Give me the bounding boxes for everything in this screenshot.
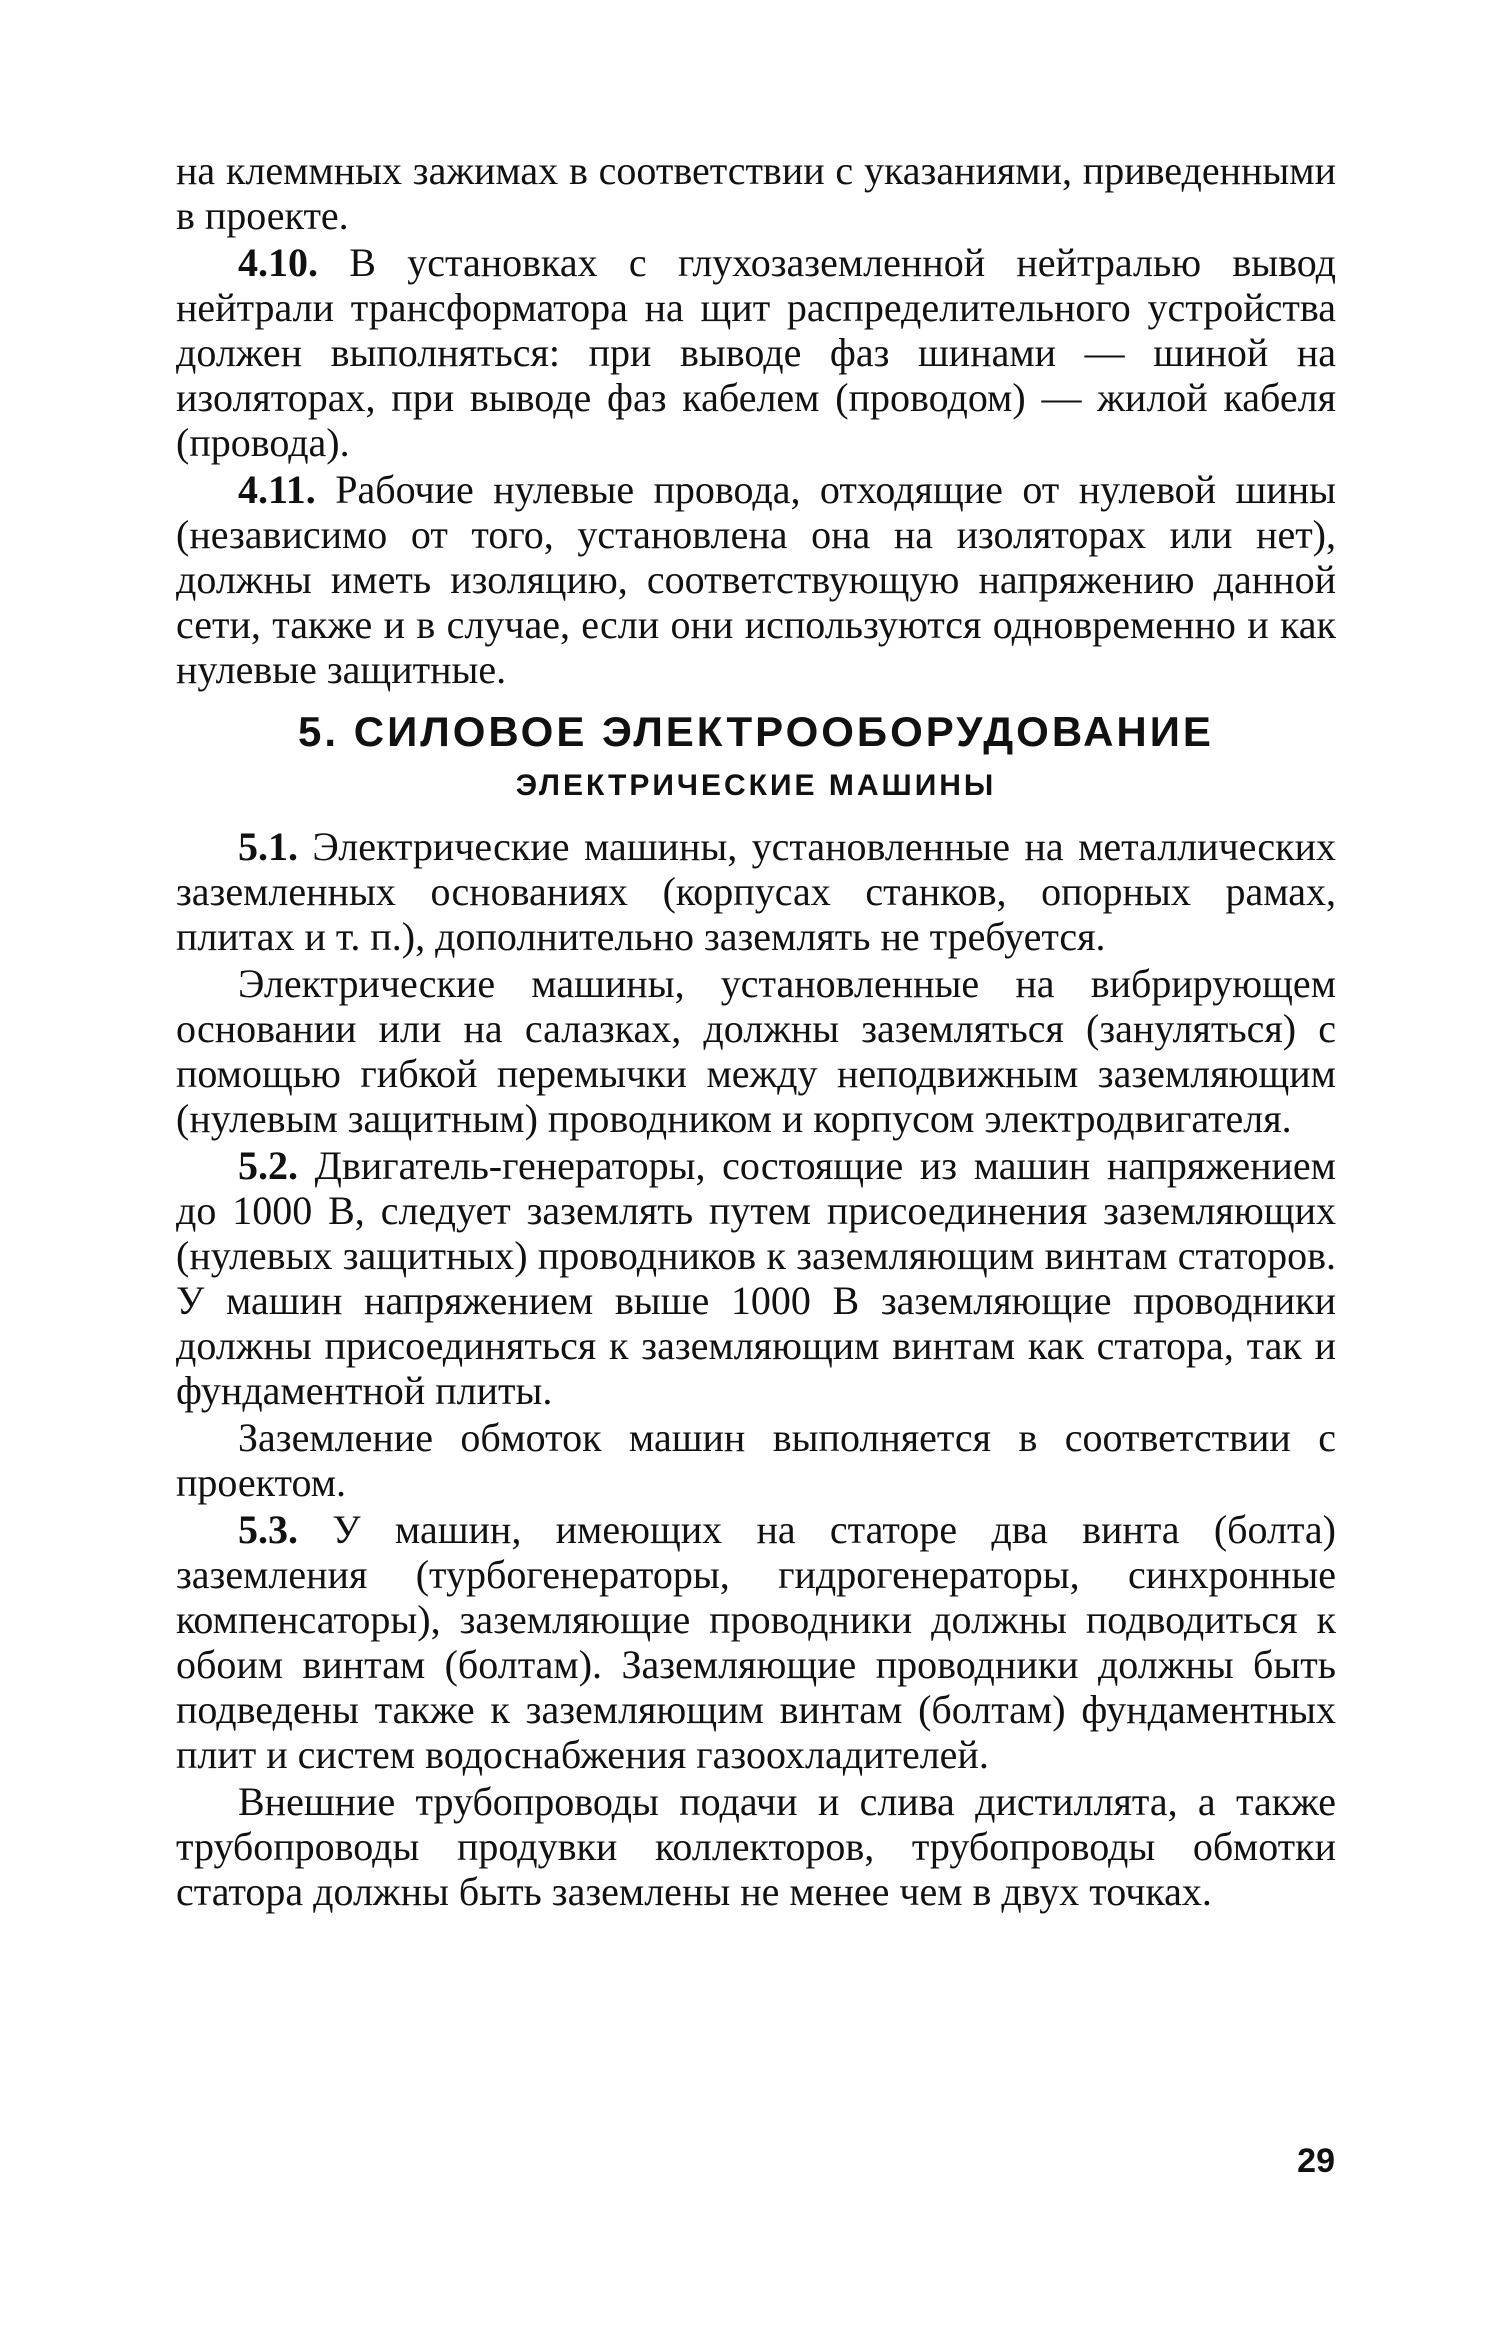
paragraph-text: на клеммных зажимах в соответствии с указаниями, приведенными в проекте. [176,148,1336,238]
paragraph-text: В установках с глухозаземленной нейтралью вывод нейтрали трансформатора на щит распределительного устройства должен выполняться: при выводе фаз шинами — шиной на изоляторах, при выводе фаз кабелем (проводом) — жилой кабеля (провода). [176,240,1336,465]
paragraph-5-1 [176,824,1336,959]
page-body [176,148,1336,1914]
paragraph-text: Внешние трубопроводы подачи и слива дистиллята, а также трубопроводы продувки коллекторов, трубопроводы обмотки статора должны быть заземлены не менее чем в двух точках. [176,1779,1336,1914]
paragraph-text: Рабочие нулевые провода, отходящие от нулевой шины (независимо от того, установлена она на изоляторах или нет), должны иметь изоляцию, соответствующую напряжению данной сети, также и в случае, если они используются одновременно и как нулевые защитные. [176,467,1336,692]
clause-number: 5.3. [238,1507,298,1552]
paragraph-text: У машин, имеющих на статоре два винта (болта) заземления (турбогенераторы, гидрогенераторы, синхронные компенсаторы), заземляющие проводники должны подводиться к обоим винтам (болтам). Заземляющие проводники должны быть подведены также к заземляющим винтам (болтам) фундаментных плит и систем водоснабжения газоохладителей. [176,1507,1336,1777]
paragraph-text: Заземление обмоток машин выполняется в соответствии с проектом. [176,1415,1336,1505]
paragraph-5-3 [176,1507,1336,1777]
paragraph-text: Электрические машины, установленные на вибрирующем основании или на салазках, должны заземляться (зануляться) с помощью гибкой перемычки между неподвижным заземляющим (нулевым защитным) проводником и корпусом электродвигателя. [176,961,1336,1141]
page-number: 29 [1297,2142,1335,2180]
paragraph-continuation [176,148,1336,238]
clause-number: 5.1. [238,824,298,869]
paragraph-text: Электрические машины, установленные на металлических заземленных основаниях (корпусах станков, опорных рамах, плитах и т. п.), дополнительно заземлять не требуется. [176,824,1336,959]
clause-number: 4.11. [238,467,316,512]
paragraph-vibrating-base [176,961,1336,1141]
paragraph-4-11 [176,467,1336,692]
section-subtitle: ЭЛЕКТРИЧЕСКИЕ МАШИНЫ [515,769,997,802]
paragraph-windings [176,1415,1336,1505]
clause-number: 5.2. [238,1143,298,1188]
clause-number: 4.10. [238,240,318,285]
paragraph-pipelines [176,1779,1336,1914]
paragraph-4-10 [176,240,1336,465]
section-title: 5. СИЛОВОЕ ЭЛЕКТРООБОРУДОВАНИЕ [298,708,1214,755]
paragraph-text: Двигатель-генераторы, состоящие из машин напряжением до 1000 В, следует заземлять путем присоединения заземляющих (нулевых защитных) проводников к заземляющим винтам статоров. У машин напряжением выше 1000 В заземляющие проводники должны присоединяться к заземляющим винтам как статора, так и фундаментной плиты. [176,1143,1336,1413]
paragraph-5-2 [176,1143,1336,1413]
